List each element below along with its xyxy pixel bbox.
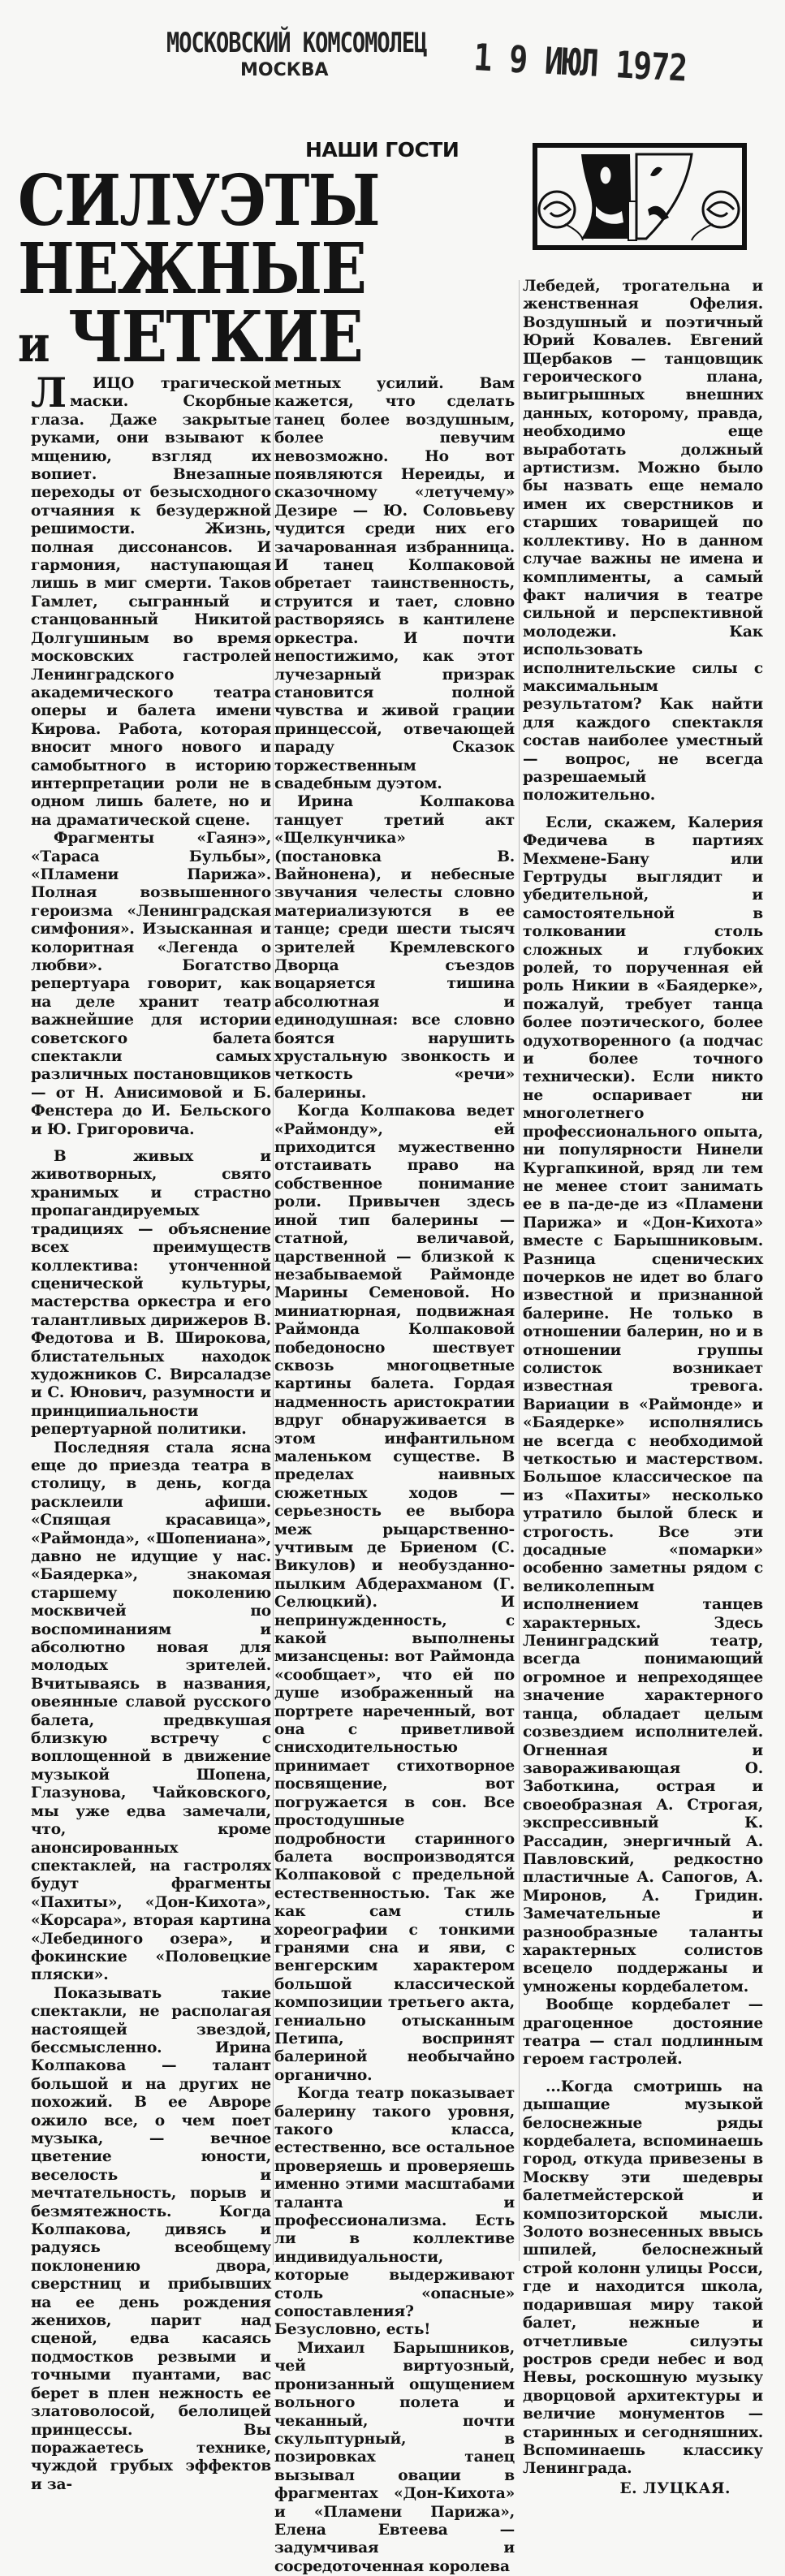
paragraph: Когда Колпакова ведет «Раймонду», ей приходится мужественно отстаивать право на собственное понимание роли. Привычен здесь иной тип балерины — статной, величавой, царственной — близкой к незабываемой Раймонде Марины Семеновой. Но миниатюрная, подвижная Раймонда Колпаковой победоносно шествует сквозь многоцветные картины балета. Гордая надменность аристократии вдруг обнаруживается в этом инфантильном маленьком существе. В пределах наивных сюжетных ходов — серьезность ее выбора меж рыцарственно-учтивым де Бриеном (С. Викулов) и необузданно-пылким Абдерахманом (Г. Селюцкий). И непринужденность, с какой выполнены мизансцены: вот Раймонда «сообщает», что ей по душе изображенный на портрете нареченный, вот она с приветливой снисходительностью принимает стихотворное посвящение, вот погружается в сон. Все простодушные подробности старинного балета воспроизводятся Колпаковой с предельной естественностью. Так же как сам стиль хореографии с тонкими гранями сна и яви, с венгерским характером большой классической композиции третьего акта, гениально отысканным Петипа, воспринят балериной необычайно органично. [274,1102,515,2084]
paragraph: В живых и животворных, свято хранимых и страстно пропагандируемых традициях — объяснение всех преимуществ коллектива: утонченной сценической культуры, мастерства оркестра и его талантливых дирижеров В. Федотова и В. Широкова, блистательных находок художников С. Вирсаладзе и С. Юнович, разумности и принципиальности репертуарной политики. [31,1148,271,1439]
headline-line-3 [18,296,363,378]
rubric: НАШИ ГОСТИ [305,138,459,162]
paragraph: Михаил Барышников, чей виртуозный, пронизанный ощущением вольного полета и чеканный, почти скульптурный, в позировках танец вызывал овации в фрагментах «Дон-Кихота» и «Пламени Парижа», Елена Евтеева — задумчивая и сосредоточенная королева [274,2339,515,2575]
paragraph [31,369,271,830]
headline-word: ЧЕТКИЕ [67,296,363,378]
stamp-date: 1 9 ИЮЛ 1972 [472,36,688,90]
headline-line-2: НЕЖНЫЕ [18,228,366,310]
paragraph: Последняя стала ясна еще до приезда театра в столицу, в день, когда расклеили афиши. «Спящая красавица», «Раймонда», «Шопениана», давно не идущие у нас. «Баядерка», знакомая старшему поколению москвичей по воспоминаниям и абсолютно новая для молодых зрителей. Вчитываясь в названия, овеянные славой русского балета, предвкушая близкую встречу с воплощенной в движение музыкой Шопена, Глазунова, Чайковского, мы уже едва замечали, что, кроме анонсированных спектаклей, на гастролях будут фрагменты «Пахиты», «Дон-Кихота», «Корсара», вторая картина «Лебединого озера», и фокинские «Половецкие пляски». [31,1439,271,1984]
paragraph: Вообще кордебалет — драгоценное достояние театра — стал подлинным героем гастролей. [523,1996,763,2069]
paragraph-text: ИЦО трагической маски. Скорбные глаза. Даже закрытые руками, они взывают к мщению, взгляд их вопиет. Внезапные переходы от безысходного отчаяния к безудержной решимости. Жизнь, полная диссонансов. И гармония, наступающая лишь в миг смерти. Таков Гамлет, сыгранный и станцованный Никитой Долгушиным во время московских гастролей Ленинградского академического театра оперы и балета имени Кирова. Работа, которая вносит много нового и самобытного в историю интерпретации роли не в одном лишь балете, но и на драматической сцене. [31,375,271,829]
paragraph: ...Когда смотришь на дышащие музыкой белоснежные ряды кордебалета, вспоминаешь город, откуда привезены в Москву эти шедевры балетмейстерской и композиторской мысли. Золото вознесенных ввысь шпилей, белоснежный строй колонн улицы Росси, где и находится школа, подарившая миру такой балет, нежные и отчетливые силуэты ростров среди небес и вод Невы, роскошную музыку дворцовой архитектуры и величие монументов — старинных и сегодняшних. Вспоминаешь классику Ленинграда. [523,2078,763,2478]
paragraph: Если, скажем, Калерия Федичева в партиях Мехмене-Бану или Гертруды выглядит и убедительной, и самостоятельной в толковании столь сложных и глубоких ролей, то порученная ей роль Никии в «Баядерке», пожалуй, требует танца более поэтического, более одухотворенного (а подчас и более точного технически). Если никто не оспаривает ни многолетнего профессионального опыта, ни популярности Нинели Кургапкиной, вряд ли тем не менее стоит занимать ее в па-де-де из «Пламени Парижа» и «Дон-Кихота» вместе с Барышниковым. Разница сценических почерков не идет во благо известной и признанной балерине. Не только в отношении балерин, но и в отношении группы солисток возникает известная тревога. Вариации в «Раймонде» и «Баядерке» исполнялись не всегда с необходимой четкостью и мастерством. Большое классическое па из «Пахиты» несколько утратило былой блеск и строгость. Все эти досадные «помарки» особенно заметны рядом с великолепным исполнением танцев характерных. Здесь Ленинградский театр, всегда понимающий огромное и непреходящее значение характерного танца, обладает целым созвездием исполнителей. Огненная и завораживающая О. Заботкина, острая и своеобразная А. Строгая, экспрессивный К. Рассадин, энергичный А. Павловский, редкостно пластичные А. Сапогов, А. Миронов, А. Гридин. Замечательные и разнообразные таланты характерных солистов всецело поддержаны и умножены кордебалетом. [523,813,763,1996]
article-column-2 [274,375,515,2576]
article-column-3 [523,278,763,2498]
headline-line-1: СИЛУЭТЫ [18,160,379,242]
paragraph: Ирина Колпакова танцует третий акт «Щелкунчика» (постановка В. Вайнонена), и небесные звучания челесты словно материализуются в ее танце; среди шести тысяч зрителей Кремлевского Дворца съездов воцаряется тишина абсолютная и единодушная: все словно боятся нарушить хрустальную звонкость и четкость «речи» балерины. [274,793,515,1102]
paragraph: Когда театр показывает балерину такого уровня, такого класса, естественно, все остальное проверяешь и проверяешь именно этими масштабами таланта и профессионализма. Есть ли в коллективе индивидуальности, которые выдерживают столь «опасные» сопоставления? Безусловно, есть! [274,2085,515,2339]
column-divider [273,382,274,2265]
column-divider [519,280,520,2261]
paragraph: метных усилий. Вам кажется, что сделать танец более воздушным, более певучим невозможно. Но вот появляются Нереиды, и сказочному «летучему» Дезире — Ю. Соловьеву чудится среди них его зачарованная избранница. И танец Колпаковой обретает таинственность, струится и тает, словно растворяясь в кантилене оркестра. И почти непостижимо, как этот лучезарный призрак становится полной чувства и живой грации принцессой, отвечающей параду Сказок торжественным свадебным дуэтом. [274,375,515,792]
headline-conjunction: и [18,314,49,373]
drop-cap: Л [31,369,67,416]
stamp-newspaper-name: МОСКОВСКИЙ КОМСОМОЛЕЦ [166,28,427,59]
paragraph: Лебедей, трогательна и женственная Офелия. Воздушный и поэтичный Юрий Ковалев. Евгений Щербаков — танцовщик героического плана, выигрышных внешних данных, которому, правда, необходимо еще выработать должный артистизм. Можно было бы назвать еще немало имен их сверстников и старших товарищей по коллективу. Но в данном случае важны не имена и комплименты, а самый факт наличия в театре сильной и перспективной молодежи. Как использовать исполнительские силы с максимальным результатом? Как найти для каждого спектакля состав наиболее уместный — вопрос, не всегда разрешаемый положительно. [523,278,763,805]
paragraph: Показывать такие спектакли, не располагая настоящей звездой, бессмысленно. Ирина Колпакова — талант большой и на других не похожий. В ее Авроре ожило все, о чем поет музыка, — вечное цветение юности, веселость и мечтательность, порыв и безмятежность. Когда Колпакова, дивясь и радуясь всеобщему поклонению двора, сверстниц и прибывших на ее день рождения женихов, парит над сценой, едва касаясь подмостков резвыми и точными пуантами, вас берет в плен нежность ее златоволосой, белолицей принцессы. Вы поражаетесь технике, чуждой грубых эффектов и за- [31,1984,271,2493]
article-column-1 [31,369,271,2494]
theatre-masks-icon [533,143,747,250]
paragraph: Фрагменты «Гаянэ», «Тараса Бульбы», «Пламени Парижа». Полная возвышенного героизма «Ленинградская симфония». Изысканная и колоритная «Легенда о любви». Богатство репертуара говорит, как на деле хранит театр важнейшие для истории советского балета спектакли самых различных постановщиков — от Н. Анисимовой и Б. Фенстера до И. Бельского и Ю. Григоровича. [31,830,271,1138]
stamp-city: МОСКВА [240,60,329,80]
author-signature: Е. ЛУЦКАЯ. [619,2479,731,2497]
